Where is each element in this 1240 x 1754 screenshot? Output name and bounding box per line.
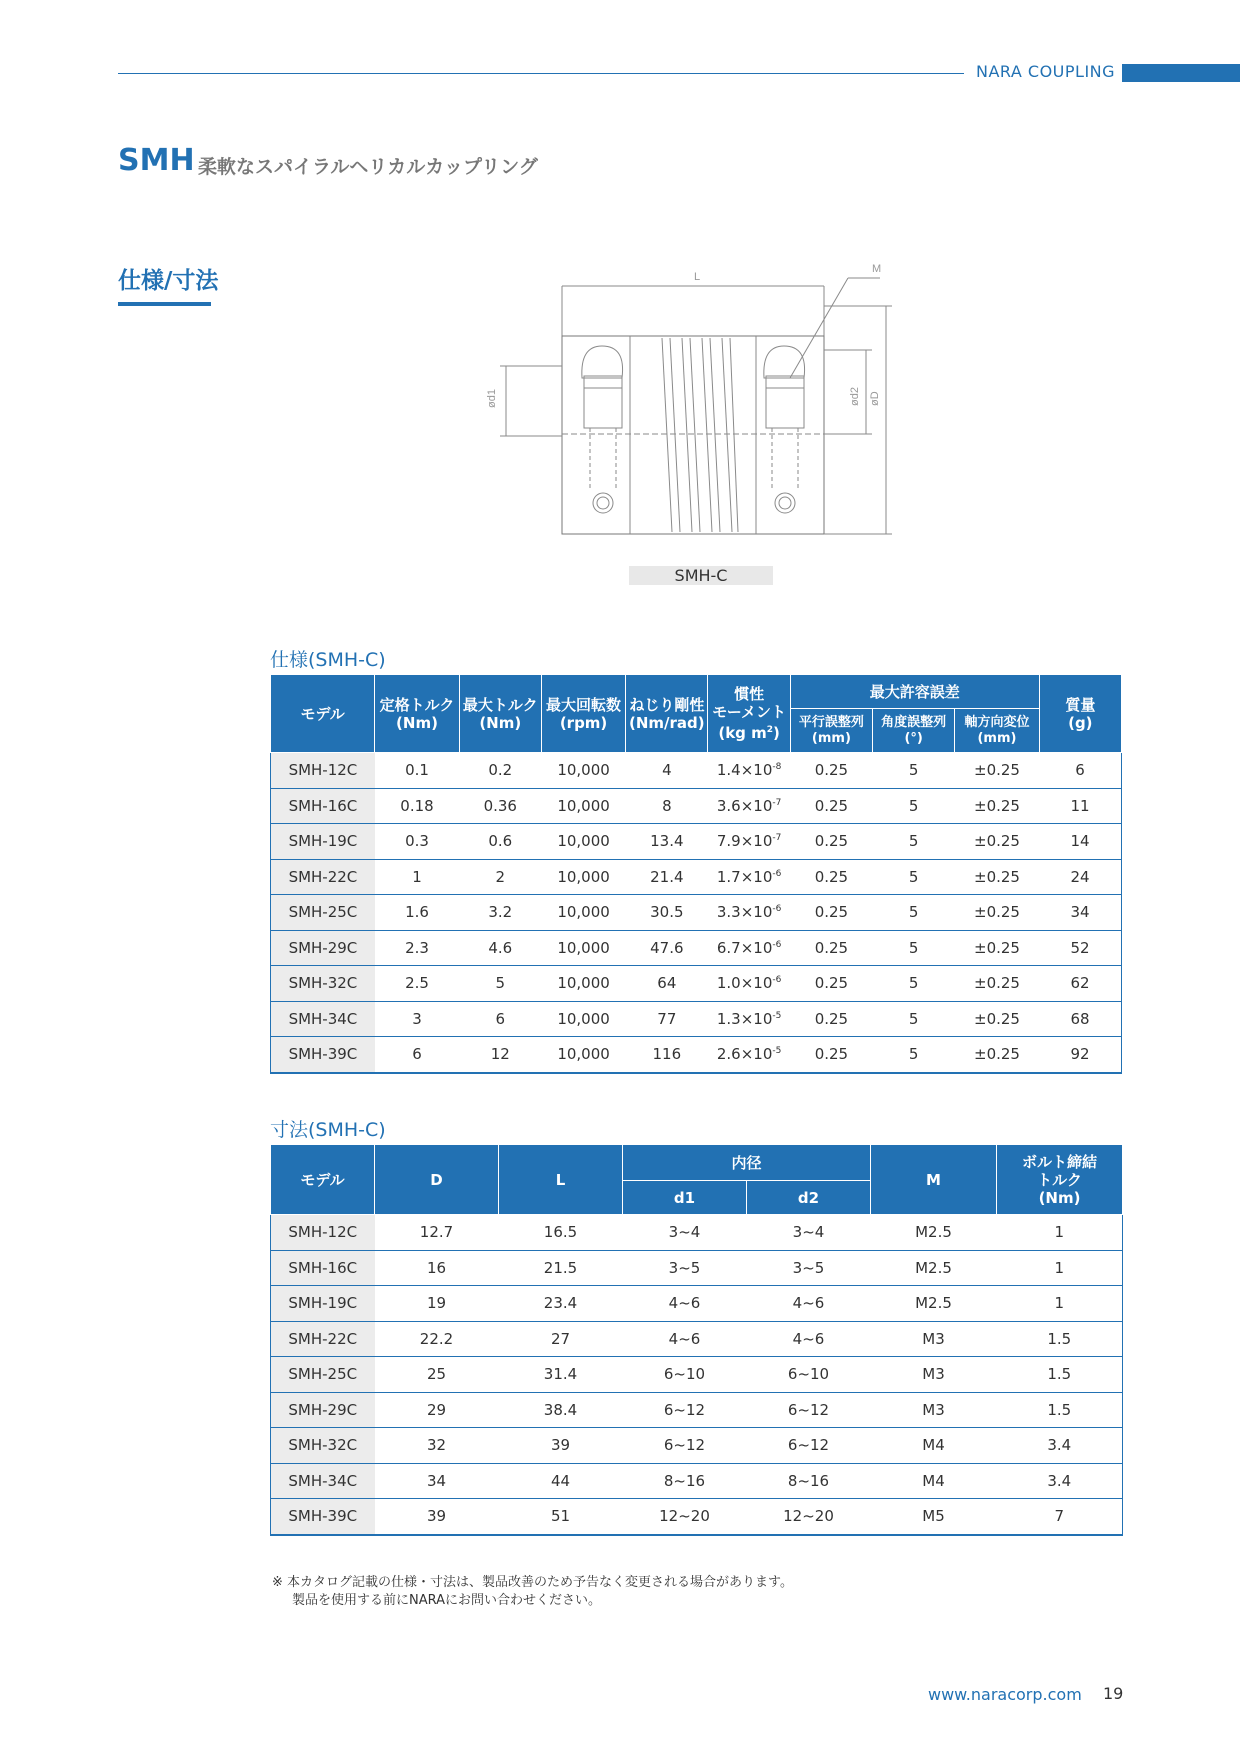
cell-d1: 6~10	[623, 1357, 747, 1393]
cell-stiff: 30.5	[626, 895, 708, 931]
dim-table-label: 寸法(SMH-C)	[270, 1119, 386, 1141]
cell-model: SMH-22C	[271, 859, 375, 895]
cell-axial: ±0.25	[955, 930, 1039, 966]
cell-model: SMH-29C	[271, 1392, 375, 1428]
disclaimer-note: ※ 本カタログ記載の仕様・寸法は、製品改善のため予告なく変更される場合があります。 製品を使用する前にNARAにお問い合わせください。	[272, 1575, 793, 1608]
table-row	[271, 1321, 1123, 1357]
header-accent-bar	[1122, 64, 1240, 82]
th-axial: 軸方向変位 (mm)	[955, 709, 1039, 753]
cell-D: 32	[375, 1428, 499, 1464]
label-d2: ød2	[849, 387, 861, 406]
cell-M: M5	[871, 1499, 997, 1535]
cell-inertia: $7.9\times 10^{-7}$	[708, 824, 790, 860]
th-dim-L: L	[499, 1145, 623, 1215]
cell-rated: 2.5	[375, 966, 459, 1002]
cell-inertia: $1.0\times 10^{-6}$	[708, 966, 790, 1002]
table-row	[271, 930, 1122, 966]
cell-angular: 5	[873, 966, 955, 1002]
th-dim-model: モデル	[271, 1145, 375, 1215]
cell-d2: 8~16	[747, 1463, 871, 1499]
section-title: 仕様/寸法	[118, 268, 219, 294]
cell-inertia: $3.3\times 10^{-6}$	[708, 895, 790, 931]
footer-url[interactable]: www.naracorp.com	[928, 1685, 1082, 1704]
cell-model: SMH-34C	[271, 1001, 375, 1037]
table-row	[271, 824, 1122, 860]
cell-L: 23.4	[499, 1286, 623, 1322]
page-number: 19	[1103, 1684, 1124, 1703]
cell-M: M4	[871, 1428, 997, 1464]
cell-axial: ±0.25	[955, 753, 1039, 789]
cell-model: SMH-19C	[271, 824, 375, 860]
cell-rpm: 10,000	[541, 895, 625, 931]
cell-stiff: 4	[626, 753, 708, 789]
cell-L: 21.5	[499, 1250, 623, 1286]
table-row	[271, 859, 1122, 895]
cell-rpm: 10,000	[541, 824, 625, 860]
cell-bolt: 7	[997, 1499, 1123, 1535]
cell-mass: 14	[1039, 824, 1121, 860]
cell-axial: ±0.25	[955, 788, 1039, 824]
th-inertia: 慣性 モーメント (kg $m^2$)	[708, 675, 790, 753]
cell-D: 39	[375, 1499, 499, 1535]
cell-axial: ±0.25	[955, 966, 1039, 1002]
product-subtitle: 柔軟なスパイラルヘリカルカップリング	[198, 156, 538, 178]
cell-model: SMH-39C	[271, 1499, 375, 1535]
cell-axial: ±0.25	[955, 859, 1039, 895]
cell-angular: 5	[873, 788, 955, 824]
cell-parallel: 0.25	[790, 1001, 872, 1037]
cell-D: 34	[375, 1463, 499, 1499]
cell-D: 29	[375, 1392, 499, 1428]
table-row	[271, 1250, 1123, 1286]
th-dim-bore: 内径	[623, 1145, 871, 1181]
cell-model: SMH-32C	[271, 1428, 375, 1464]
cell-d2: 6~10	[747, 1357, 871, 1393]
cell-max: 4.6	[459, 930, 541, 966]
cell-bolt: 3.4	[997, 1428, 1123, 1464]
cell-bolt: 1.5	[997, 1392, 1123, 1428]
cell-D: 25	[375, 1357, 499, 1393]
cell-M: M4	[871, 1463, 997, 1499]
spec-table-label: 仕様(SMH-C)	[270, 649, 386, 671]
table-row	[271, 753, 1122, 789]
cell-D: 16	[375, 1250, 499, 1286]
cell-model: SMH-19C	[271, 1286, 375, 1322]
cell-bolt: 1.5	[997, 1321, 1123, 1357]
table-row	[271, 1499, 1123, 1535]
cell-rated: 0.18	[375, 788, 459, 824]
cell-max: 3.2	[459, 895, 541, 931]
cell-inertia: $1.7\times 10^{-6}$	[708, 859, 790, 895]
cell-model: SMH-39C	[271, 1037, 375, 1073]
cell-stiff: 21.4	[626, 859, 708, 895]
table-row	[271, 1001, 1122, 1037]
cell-angular: 5	[873, 824, 955, 860]
cell-angular: 5	[873, 1001, 955, 1037]
cell-max: 12	[459, 1037, 541, 1073]
cell-L: 27	[499, 1321, 623, 1357]
cell-bolt: 1.5	[997, 1357, 1123, 1393]
cell-d2: 12~20	[747, 1499, 871, 1535]
cell-angular: 5	[873, 1037, 955, 1073]
cell-M: M3	[871, 1357, 997, 1393]
cell-M: M2.5	[871, 1286, 997, 1322]
cell-model: SMH-29C	[271, 930, 375, 966]
table-row	[271, 1286, 1123, 1322]
th-dim-M: M	[871, 1145, 997, 1215]
cell-mass: 11	[1039, 788, 1121, 824]
cell-L: 51	[499, 1499, 623, 1535]
cell-axial: ±0.25	[955, 1037, 1039, 1073]
coupling-drawing	[480, 258, 930, 548]
section-underline	[118, 302, 211, 306]
cell-model: SMH-12C	[271, 1215, 375, 1251]
cell-d1: 3~5	[623, 1250, 747, 1286]
diagram-caption: SMH-C	[629, 566, 773, 585]
cell-model: SMH-16C	[271, 1250, 375, 1286]
cell-rpm: 10,000	[541, 1037, 625, 1073]
cell-d1: 4~6	[623, 1321, 747, 1357]
cell-L: 16.5	[499, 1215, 623, 1251]
cell-d2: 6~12	[747, 1392, 871, 1428]
label-d1: ød1	[486, 389, 498, 408]
cell-rpm: 10,000	[541, 788, 625, 824]
cell-model: SMH-22C	[271, 1321, 375, 1357]
cell-inertia: $3.6\times 10^{-7}$	[708, 788, 790, 824]
th-max-torque: 最大トルク (Nm)	[459, 675, 541, 753]
cell-d2: 3~5	[747, 1250, 871, 1286]
header-brand: NARA COUPLING	[976, 62, 1116, 81]
cell-mass: 52	[1039, 930, 1121, 966]
table-row	[271, 788, 1122, 824]
table-row	[271, 1215, 1123, 1251]
cell-d1: 3~4	[623, 1215, 747, 1251]
cell-d2: 3~4	[747, 1215, 871, 1251]
cell-model: SMH-25C	[271, 895, 375, 931]
th-dim-d2: d2	[747, 1181, 871, 1215]
cell-mass: 92	[1039, 1037, 1121, 1073]
cell-d2: 4~6	[747, 1321, 871, 1357]
label-M: M	[872, 263, 882, 275]
cell-max: 0.2	[459, 753, 541, 789]
table-row	[271, 1463, 1123, 1499]
th-model: モデル	[271, 675, 375, 753]
cell-stiff: 64	[626, 966, 708, 1002]
cell-mass: 24	[1039, 859, 1121, 895]
cell-max: 0.6	[459, 824, 541, 860]
cell-parallel: 0.25	[790, 788, 872, 824]
th-mass: 質量 (g)	[1039, 675, 1121, 753]
cell-model: SMH-12C	[271, 753, 375, 789]
cell-parallel: 0.25	[790, 753, 872, 789]
cell-parallel: 0.25	[790, 859, 872, 895]
cell-bolt: 1	[997, 1215, 1123, 1251]
cell-max: 5	[459, 966, 541, 1002]
table-row	[271, 1428, 1123, 1464]
cell-angular: 5	[873, 895, 955, 931]
cell-rated: 1	[375, 859, 459, 895]
cell-angular: 5	[873, 859, 955, 895]
cell-rated: 0.3	[375, 824, 459, 860]
cell-stiff: 116	[626, 1037, 708, 1073]
th-dim-d1: d1	[623, 1181, 747, 1215]
cell-max: 2	[459, 859, 541, 895]
cell-rpm: 10,000	[541, 930, 625, 966]
th-misalignment: 最大許容誤差	[790, 675, 1039, 709]
table-row	[271, 966, 1122, 1002]
cell-mass: 62	[1039, 966, 1121, 1002]
cell-model: SMH-25C	[271, 1357, 375, 1393]
product-code: SMH	[118, 143, 195, 178]
cell-stiff: 77	[626, 1001, 708, 1037]
th-rated-torque: 定格トルク (Nm)	[375, 675, 459, 753]
cell-L: 38.4	[499, 1392, 623, 1428]
cell-d2: 4~6	[747, 1286, 871, 1322]
cell-axial: ±0.25	[955, 824, 1039, 860]
cell-L: 44	[499, 1463, 623, 1499]
cell-D: 19	[375, 1286, 499, 1322]
th-max-speed: 最大回転数 (rpm)	[541, 675, 625, 753]
cell-mass: 68	[1039, 1001, 1121, 1037]
cell-d2: 6~12	[747, 1428, 871, 1464]
cell-d1: 6~12	[623, 1428, 747, 1464]
cell-D: 12.7	[375, 1215, 499, 1251]
cell-d1: 8~16	[623, 1463, 747, 1499]
cell-rated: 6	[375, 1037, 459, 1073]
cell-stiff: 13.4	[626, 824, 708, 860]
cell-max: 6	[459, 1001, 541, 1037]
cell-rated: 2.3	[375, 930, 459, 966]
cell-M: M2.5	[871, 1215, 997, 1251]
cell-angular: 5	[873, 930, 955, 966]
cell-M: M2.5	[871, 1250, 997, 1286]
cell-inertia: $1.4\times 10^{-8}$	[708, 753, 790, 789]
cell-d1: 6~12	[623, 1392, 747, 1428]
cell-parallel: 0.25	[790, 930, 872, 966]
label-L: L	[694, 271, 701, 283]
label-D: øD	[869, 391, 881, 406]
cell-parallel: 0.25	[790, 895, 872, 931]
cell-L: 31.4	[499, 1357, 623, 1393]
cell-rpm: 10,000	[541, 753, 625, 789]
th-dim-D: D	[375, 1145, 499, 1215]
th-stiffness: ねじり剛性 (Nm/rad)	[626, 675, 708, 753]
dim-table	[270, 1144, 1123, 1536]
table-row	[271, 1392, 1123, 1428]
table-row	[271, 1037, 1122, 1073]
cell-parallel: 0.25	[790, 966, 872, 1002]
cell-axial: ±0.25	[955, 1001, 1039, 1037]
cell-bolt: 3.4	[997, 1463, 1123, 1499]
cell-rpm: 10,000	[541, 859, 625, 895]
th-dim-bolt: ボルト締結 トルク (Nm)	[997, 1145, 1123, 1215]
cell-inertia: $6.7\times 10^{-6}$	[708, 930, 790, 966]
cell-parallel: 0.25	[790, 1037, 872, 1073]
cell-inertia: $1.3\times 10^{-5}$	[708, 1001, 790, 1037]
cell-d1: 4~6	[623, 1286, 747, 1322]
cell-rated: 3	[375, 1001, 459, 1037]
cell-M: M3	[871, 1321, 997, 1357]
cell-rpm: 10,000	[541, 1001, 625, 1037]
th-parallel: 平行誤整列 (mm)	[790, 709, 872, 753]
cell-d1: 12~20	[623, 1499, 747, 1535]
cell-rated: 1.6	[375, 895, 459, 931]
spec-table	[270, 674, 1122, 1074]
cell-model: SMH-34C	[271, 1463, 375, 1499]
cell-inertia: $2.6\times 10^{-5}$	[708, 1037, 790, 1073]
cell-mass: 6	[1039, 753, 1121, 789]
header-rule	[118, 73, 964, 74]
cell-D: 22.2	[375, 1321, 499, 1357]
table-row	[271, 1357, 1123, 1393]
cell-angular: 5	[873, 753, 955, 789]
cell-bolt: 1	[997, 1250, 1123, 1286]
cell-axial: ±0.25	[955, 895, 1039, 931]
table-row	[271, 895, 1122, 931]
cell-stiff: 47.6	[626, 930, 708, 966]
cell-max: 0.36	[459, 788, 541, 824]
cell-bolt: 1	[997, 1286, 1123, 1322]
cell-mass: 34	[1039, 895, 1121, 931]
th-angular: 角度誤整列 (°)	[873, 709, 955, 753]
cell-parallel: 0.25	[790, 824, 872, 860]
cell-stiff: 8	[626, 788, 708, 824]
cell-rpm: 10,000	[541, 966, 625, 1002]
cell-model: SMH-32C	[271, 966, 375, 1002]
cell-rated: 0.1	[375, 753, 459, 789]
cell-M: M3	[871, 1392, 997, 1428]
cell-model: SMH-16C	[271, 788, 375, 824]
cell-L: 39	[499, 1428, 623, 1464]
